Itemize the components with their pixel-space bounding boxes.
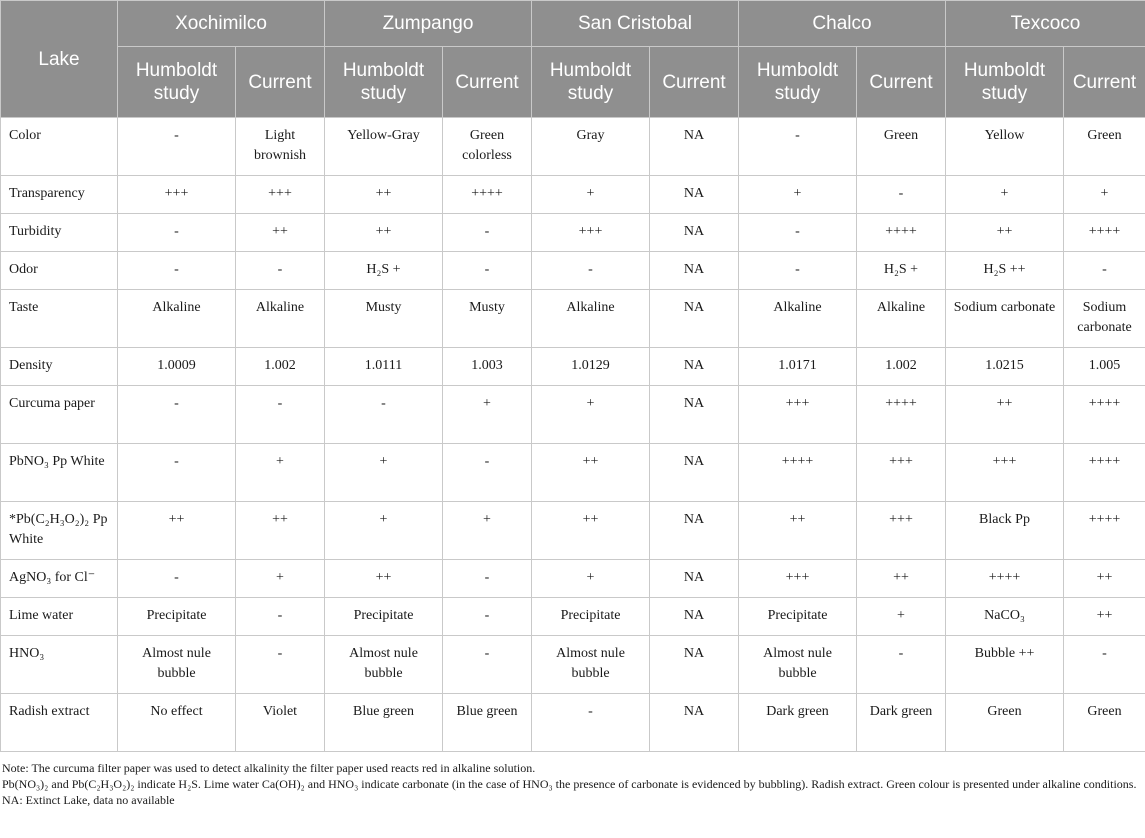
table-cell: ++++ [857,214,946,252]
table-cell: - [739,214,857,252]
table-row [1,598,1145,636]
header-lake-chalco: Chalco [739,1,946,47]
table-cell: ++++ [739,444,857,502]
note-indicators: Pb(NO₃)₂ and Pb(C₂H₃O₂)₂ indicate H₂S. Lime water Ca(OH)₂ and HNO₃ indicate carbonate (in the case of HNO₃ the presence of carbonate is evidenced by bubbling). Radish extract. Green colour is presented under alkaline conditions. [2,777,1137,791]
subheader-humboldt: Humboldt study [532,47,650,118]
table-row [1,176,1145,214]
row-label: Density [1,348,118,386]
table-row [1,636,1145,694]
table-cell: H₂S ++ [946,252,1064,290]
table-cell: - [739,118,857,176]
table-cell: Almost nule bubble [532,636,650,694]
table-cell: ++ [532,502,650,560]
header-lake-xochimilco: Xochimilco [118,1,325,47]
table-cell: +++ [739,386,857,444]
table-cell: ++ [236,214,325,252]
table-cell: ++++ [857,386,946,444]
table-cell: Almost nule bubble [325,636,443,694]
table-cell: Alkaline [857,290,946,348]
header-lake-zumpango: Zumpango [325,1,532,47]
table-cell: - [443,444,532,502]
table-cell: - [118,118,236,176]
table-cell: 1.0111 [325,348,443,386]
table-cell: ++ [946,214,1064,252]
table-cell: - [443,252,532,290]
table-row [1,386,1145,444]
note-na: NA: Extinct Lake, data no available [2,793,175,807]
table-cell: ++ [946,386,1064,444]
subheader-humboldt: Humboldt study [946,47,1064,118]
table-cell: ++++ [443,176,532,214]
table-cell: - [532,694,650,752]
table-cell: ++ [118,502,236,560]
table-cell: Blue green [325,694,443,752]
header-lake: Lake [1,1,118,118]
table-cell: ++ [325,176,443,214]
table-cell: - [236,598,325,636]
table-cell: ++ [1064,598,1145,636]
table-cell: ++ [325,214,443,252]
row-label: Lime water [1,598,118,636]
row-label: Color [1,118,118,176]
subheader-humboldt: Humboldt study [739,47,857,118]
table-row [1,118,1145,176]
table-row [1,502,1145,560]
table-cell: +++ [532,214,650,252]
table-cell: Alkaline [236,290,325,348]
row-label: HNO₃ [1,636,118,694]
table-row [1,290,1145,348]
table-cell: + [443,502,532,560]
subheader-current: Current [443,47,532,118]
table-cell: Green [946,694,1064,752]
table-cell: Sodium carbonate [946,290,1064,348]
table-cell: Almost nule bubble [118,636,236,694]
table-cell: + [739,176,857,214]
table-cell: +++ [857,502,946,560]
table-body [1,118,1145,752]
table-cell: + [532,176,650,214]
table-cell: Green colorless [443,118,532,176]
table-cell: Alkaline [118,290,236,348]
table-cell: Alkaline [532,290,650,348]
table-cell: NA [650,598,739,636]
table-cell: - [118,560,236,598]
table-cell: - [236,636,325,694]
table-row [1,214,1145,252]
table-cell: ++ [325,560,443,598]
note-curcuma: Note: The curcuma filter paper was used to detect alkalinity the filter paper used reacts red in alkaline solution. [2,761,536,775]
row-label: AgNO₃ for Cl⁻ [1,560,118,598]
table-cell: NaCO₃ [946,598,1064,636]
table-cell: NA [650,214,739,252]
table-row [1,444,1145,502]
table-cell: 1.0215 [946,348,1064,386]
table-cell: H₂S + [325,252,443,290]
table-cell: +++ [946,444,1064,502]
table-cell: Violet [236,694,325,752]
table-cell: Green [857,118,946,176]
table-cell: ++ [739,502,857,560]
table-cell: Dark green [857,694,946,752]
table-cell: + [236,444,325,502]
row-label: Turbidity [1,214,118,252]
table-cell: + [532,560,650,598]
table-cell: ++ [1064,560,1145,598]
table-cell: NA [650,694,739,752]
table-cell: Bubble ++ [946,636,1064,694]
subheader-current: Current [650,47,739,118]
table-cell: NA [650,252,739,290]
table-cell: Musty [443,290,532,348]
table-cell: - [532,252,650,290]
table-row [1,694,1145,752]
table-cell: Precipitate [532,598,650,636]
table-cell: ++++ [946,560,1064,598]
header-lake-texcoco: Texcoco [946,1,1145,47]
table-cell: - [443,560,532,598]
table-cell: Precipitate [739,598,857,636]
subheader-humboldt: Humboldt study [118,47,236,118]
table-cell: No effect [118,694,236,752]
table-cell: ++++ [1064,444,1145,502]
table-cell: ++ [857,560,946,598]
table-cell: ++ [532,444,650,502]
table-cell: - [857,176,946,214]
table-cell: + [946,176,1064,214]
table-cell: - [236,252,325,290]
table-cell: Musty [325,290,443,348]
table-cell: - [325,386,443,444]
table-cell: 1.002 [857,348,946,386]
table-row [1,348,1145,386]
table-row [1,560,1145,598]
table-cell: ++++ [1064,386,1145,444]
table-cell: NA [650,290,739,348]
table-cell: - [443,598,532,636]
table-cell: - [443,636,532,694]
table-cell: +++ [236,176,325,214]
header-lake-san-cristobal: San Cristobal [532,1,739,47]
table-notes [0,752,1145,808]
table-cell: Precipitate [118,598,236,636]
table-header [1,1,1145,118]
table-cell: - [118,444,236,502]
table-cell: +++ [118,176,236,214]
table-cell: NA [650,502,739,560]
table-row [1,252,1145,290]
row-label: Curcuma paper [1,386,118,444]
table-cell: NA [650,176,739,214]
table-cell: 1.0171 [739,348,857,386]
table-cell: - [857,636,946,694]
table-cell: Yellow-Gray [325,118,443,176]
row-label: Radish extract [1,694,118,752]
table-cell: + [236,560,325,598]
table-cell: 1.0009 [118,348,236,386]
table-cell: Alkaline [739,290,857,348]
table-cell: - [118,214,236,252]
table-cell: Yellow [946,118,1064,176]
table-cell: - [118,386,236,444]
table-cell: ++++ [1064,214,1145,252]
table-cell: + [532,386,650,444]
row-label: *Pb(C₂H₃O₂)₂ Pp White [1,502,118,560]
table-cell: Precipitate [325,598,443,636]
subheader-current: Current [857,47,946,118]
table-cell: NA [650,444,739,502]
table-cell: ++++ [1064,502,1145,560]
table-cell: Dark green [739,694,857,752]
subheader-humboldt: Humboldt study [325,47,443,118]
table-cell: - [443,214,532,252]
table-cell: 1.005 [1064,348,1145,386]
table-cell: - [118,252,236,290]
table-cell: Almost nule bubble [739,636,857,694]
table-cell: Green [1064,694,1145,752]
table-cell: H₂S + [857,252,946,290]
row-label: Transparency [1,176,118,214]
table-cell: Black Pp [946,502,1064,560]
table-cell: 1.0129 [532,348,650,386]
table-cell: + [1064,176,1145,214]
table-cell: - [739,252,857,290]
table-cell: Gray [532,118,650,176]
table-cell: 1.003 [443,348,532,386]
table-cell: Green [1064,118,1145,176]
table-cell: - [1064,252,1145,290]
table-cell: Sodium carbonate [1064,290,1145,348]
subheader-current: Current [1064,47,1145,118]
table-cell: +++ [739,560,857,598]
table-cell: + [443,386,532,444]
table-cell: + [325,444,443,502]
table-cell: 1.002 [236,348,325,386]
table-cell: Blue green [443,694,532,752]
table-cell: - [236,386,325,444]
table-cell: + [857,598,946,636]
row-label: PbNO₃ Pp White [1,444,118,502]
table-cell: - [1064,636,1145,694]
row-label: Odor [1,252,118,290]
table-cell: ++ [236,502,325,560]
table-cell: NA [650,348,739,386]
table-cell: NA [650,386,739,444]
table-cell: +++ [857,444,946,502]
table-cell: NA [650,118,739,176]
row-label: Taste [1,290,118,348]
table-cell: + [325,502,443,560]
table-cell: Light brownish [236,118,325,176]
table-cell: NA [650,560,739,598]
subheader-current: Current [236,47,325,118]
table-cell: NA [650,636,739,694]
